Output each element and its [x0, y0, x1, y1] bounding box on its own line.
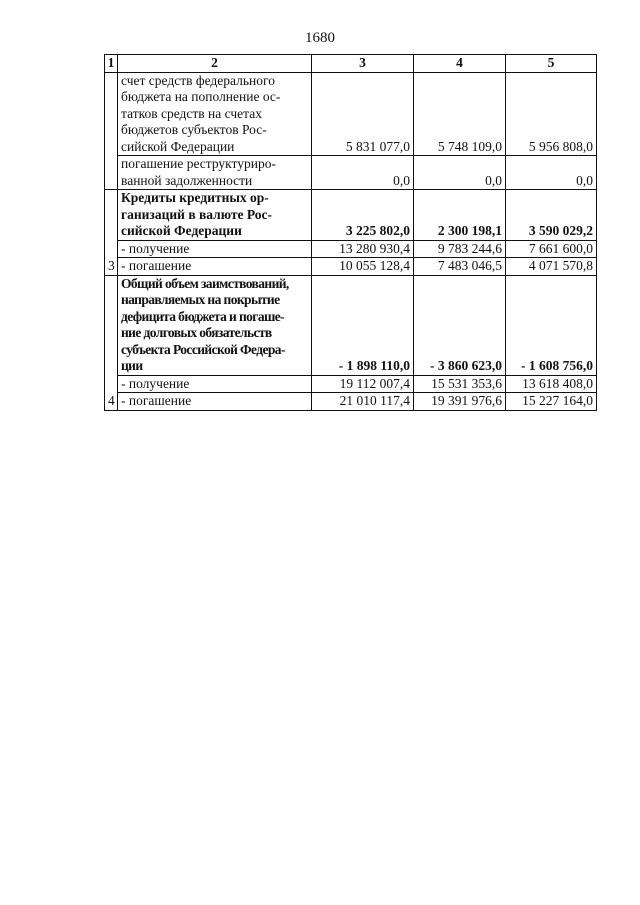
value-cell: 19 112 007,4: [312, 375, 414, 393]
row-label: [118, 72, 312, 156]
value-cell: 13 280 930,4: [312, 240, 414, 258]
value-cell: 19 391 976,6: [414, 393, 506, 411]
label-line: ванной задолженности: [121, 172, 253, 188]
label-line: - получение: [121, 240, 190, 256]
value-cell: 3 590 029,2: [506, 190, 597, 241]
label-line: бюджетов субъектов Рос-: [121, 122, 267, 137]
column-header: 5: [506, 55, 597, 73]
label-line: сийской Федерации: [121, 223, 242, 238]
column-header: 2: [118, 55, 312, 73]
row-label: [118, 375, 312, 393]
label-line: - получение: [121, 375, 190, 391]
value-cell: 10 055 128,4: [312, 258, 414, 276]
value-cell: 3 225 802,0: [312, 190, 414, 241]
value-cell: 0,0: [312, 156, 414, 190]
table-row: [105, 393, 597, 411]
label-line: ганизаций в валюте Рос-: [121, 206, 273, 222]
row-label: [118, 393, 312, 411]
value-cell: 15 227 164,0: [506, 393, 597, 411]
value-cell: 0,0: [506, 156, 597, 190]
label-line: субъекта Российской Федера-: [121, 341, 285, 357]
label-line: счет средств федерального: [121, 72, 275, 88]
value-cell: 15 531 353,6: [414, 375, 506, 393]
label-line: дефицита бюджета и погаше-: [121, 308, 285, 324]
row-label: [118, 240, 312, 258]
value-cell: 2 300 198,1: [414, 190, 506, 241]
table-row: [105, 190, 597, 241]
label-line: Общий объем заимствований,: [121, 275, 289, 291]
row-number: 4: [105, 275, 118, 410]
value-cell: - 1 898 110,0: [312, 275, 414, 375]
label-line: татков средств на счетах: [121, 105, 262, 121]
column-header: 3: [312, 55, 414, 73]
row-label: [118, 190, 312, 241]
value-cell: 13 618 408,0: [506, 375, 597, 393]
table-row: [105, 156, 597, 190]
table-row: [105, 375, 597, 393]
table-body: [105, 72, 597, 410]
label-line: направляемых на покрытие: [121, 292, 280, 307]
row-number: [105, 72, 118, 190]
row-label: [118, 275, 312, 375]
value-cell: 5 831 077,0: [312, 72, 414, 156]
label-line: погашение реструктуриро-: [121, 156, 276, 171]
label-line: - погашение: [121, 258, 192, 273]
row-number: 3: [105, 190, 118, 276]
value-cell: 9 783 244,6: [414, 240, 506, 258]
column-header: 1: [105, 55, 118, 73]
value-cell: 0,0: [414, 156, 506, 190]
table-row: [105, 240, 597, 258]
row-label: [118, 258, 312, 276]
label-line: Кредиты кредитных ор-: [121, 190, 269, 205]
label-line: бюджета на пополнение ос-: [121, 89, 281, 104]
page-number: 1680: [305, 30, 335, 46]
value-cell: - 1 608 756,0: [506, 275, 597, 375]
row-label: [118, 156, 312, 190]
value-cell: 21 010 117,4: [312, 393, 414, 411]
label-line: сийской Федерации: [121, 138, 235, 154]
label-line: - погашение: [121, 393, 192, 408]
borrowing-table: [104, 54, 597, 411]
column-header: 4: [414, 55, 506, 73]
table-row: [105, 258, 597, 276]
value-cell: 5 748 109,0: [414, 72, 506, 156]
label-line: ние долговых обязательств: [121, 325, 272, 340]
value-cell: 4 071 570,8: [506, 258, 597, 276]
value-cell: 7 483 046,5: [414, 258, 506, 276]
value-cell: 7 661 600,0: [506, 240, 597, 258]
value-cell: 5 956 808,0: [506, 72, 597, 156]
table-row: [105, 275, 597, 375]
table-header-row: [105, 55, 597, 73]
label-line: ции: [121, 358, 143, 373]
table-row: [105, 72, 597, 156]
value-cell: - 3 860 623,0: [414, 275, 506, 375]
